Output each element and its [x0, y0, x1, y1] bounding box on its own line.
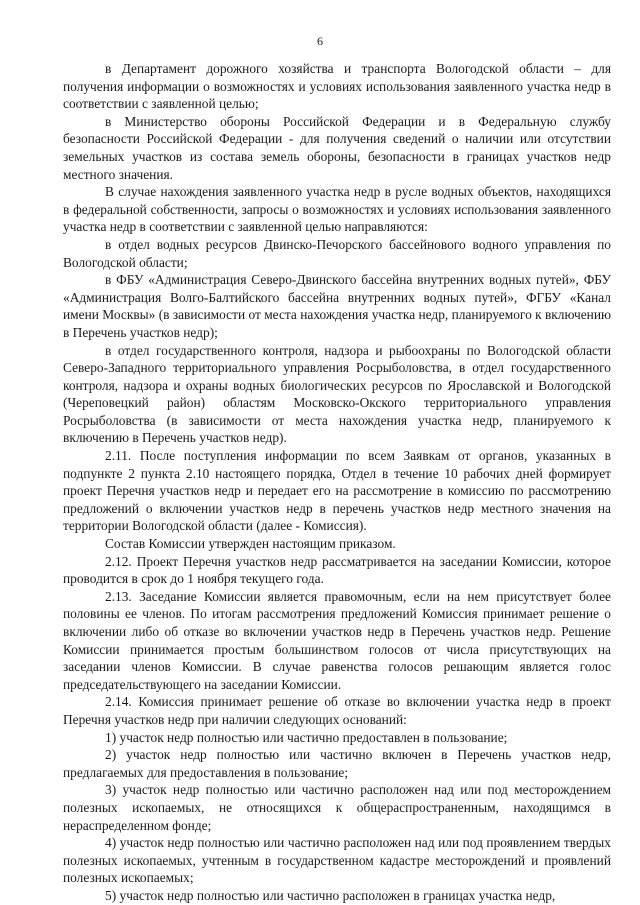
- paragraph: 2.14. Комиссия принимает решение об отказе во включении участка недр в проект Перечня участков недр при наличии следующих оснований:: [63, 694, 611, 727]
- list-item: 4) участок недр полностью или частично расположен над или под проявлением твердых полезных ископаемых, учтенным в государственном кадастре месторождений и проявлений полезных ископаемых;: [63, 835, 611, 886]
- paragraph: в Департамент дорожного хозяйства и транспорта Вологодской области – для получения информации о возможностях и условиях использования заявленного участка недр в соответствии с заявленной целью;: [63, 61, 611, 112]
- paragraph: 2.12. Проект Перечня участков недр рассматривается на заседании Комиссии, которое проводится в срок до 1 ноября текущего года.: [63, 553, 611, 587]
- list-item: 2) участок недр полностью или частично включен в Перечень участков недр, предлагаемых для предоставления в пользование;: [63, 747, 611, 780]
- paragraph: в отдел водных ресурсов Двинско-Печорского бассейнового водного управления по Вологодской области;: [63, 236, 611, 270]
- paragraph: в отдел государственного контроля, надзора и рыбоохраны по Вологодской области Северо-Западного территориального управления Росрыболовства, в отдел государственного контроля, надзора и охраны водных биологических ресурсов по Ярославской и Вологодской (Череповецкий район) областям Московско-Окского территориального управления Росрыболовства (в зависимости от места нахождения участка недр, планируемого к включению в Перечень участков недр).: [63, 342, 611, 446]
- paragraph: в ФБУ «Администрация Северо-Двинского бассейна внутренних водных путей», ФБУ «Администрация Волго-Балтийского бассейна внутренних водных путей», ФГБУ «Канал имени Москвы» (в зависимости от места нахождения участка недр, планируемого к включению в Перечень участков недр);: [63, 272, 611, 340]
- page-number: 6: [317, 34, 323, 48]
- paragraph: в Министерство обороны Российской Федерации и в Федеральную службу безопасности Российской Федерации - для получения сведений о наличии или отсутствии земельных участков из состава земель обороны, безопасности в границах участков недр местного значения.: [63, 113, 611, 182]
- paragraph: 2.13. Заседание Комиссии является правомочным, если на нем присутствует более половины ее членов. По итогам рассмотрения предложений Комиссия принимает решение о включении либо об отказе во включении участков недр в Перечень участков недр. Решение Комиссии принимается простым большинством голосов от числа присутствующих на заседании членов Комиссии. В случае равенства голосов решающим является голос председательствующего на заседании Комиссии.: [63, 588, 611, 692]
- list-item: 5) участок недр полностью или частично расположен в границах участка недр,: [105, 887, 556, 903]
- list-item: 1) участок недр полностью или частично предоставлен в пользование;: [105, 729, 508, 745]
- paragraph: В случае нахождения заявленного участка недр в русле водных объектов, находящихся в федеральной собственности, запросы о возможностях и условиях использования заявленного участка недр в соответствии с заявленной целью направляются:: [63, 184, 611, 235]
- list-item: 3) участок недр полностью или частично расположен над или под месторождением полезных ископаемых, не относящихся к общераспространенным, находящимся в нераспределенном фонде;: [63, 782, 611, 833]
- paragraph: Состав Комиссии утвержден настоящим приказом.: [105, 536, 396, 552]
- document-body: [63, 60, 611, 905]
- paragraph: 2.11. После поступления информации по всем Заявкам от органов, указанных в подпункте 2 пункта 2.10 настоящего порядка, Отдел в течение 10 рабочих дней формирует проект Перечня участков недр и передает его на рассмотрение в комиссию по рассмотрению предложений о включении участков недр в перечень участков недр местного значения на территории Вологодской области (далее - Комиссия).: [63, 448, 611, 534]
